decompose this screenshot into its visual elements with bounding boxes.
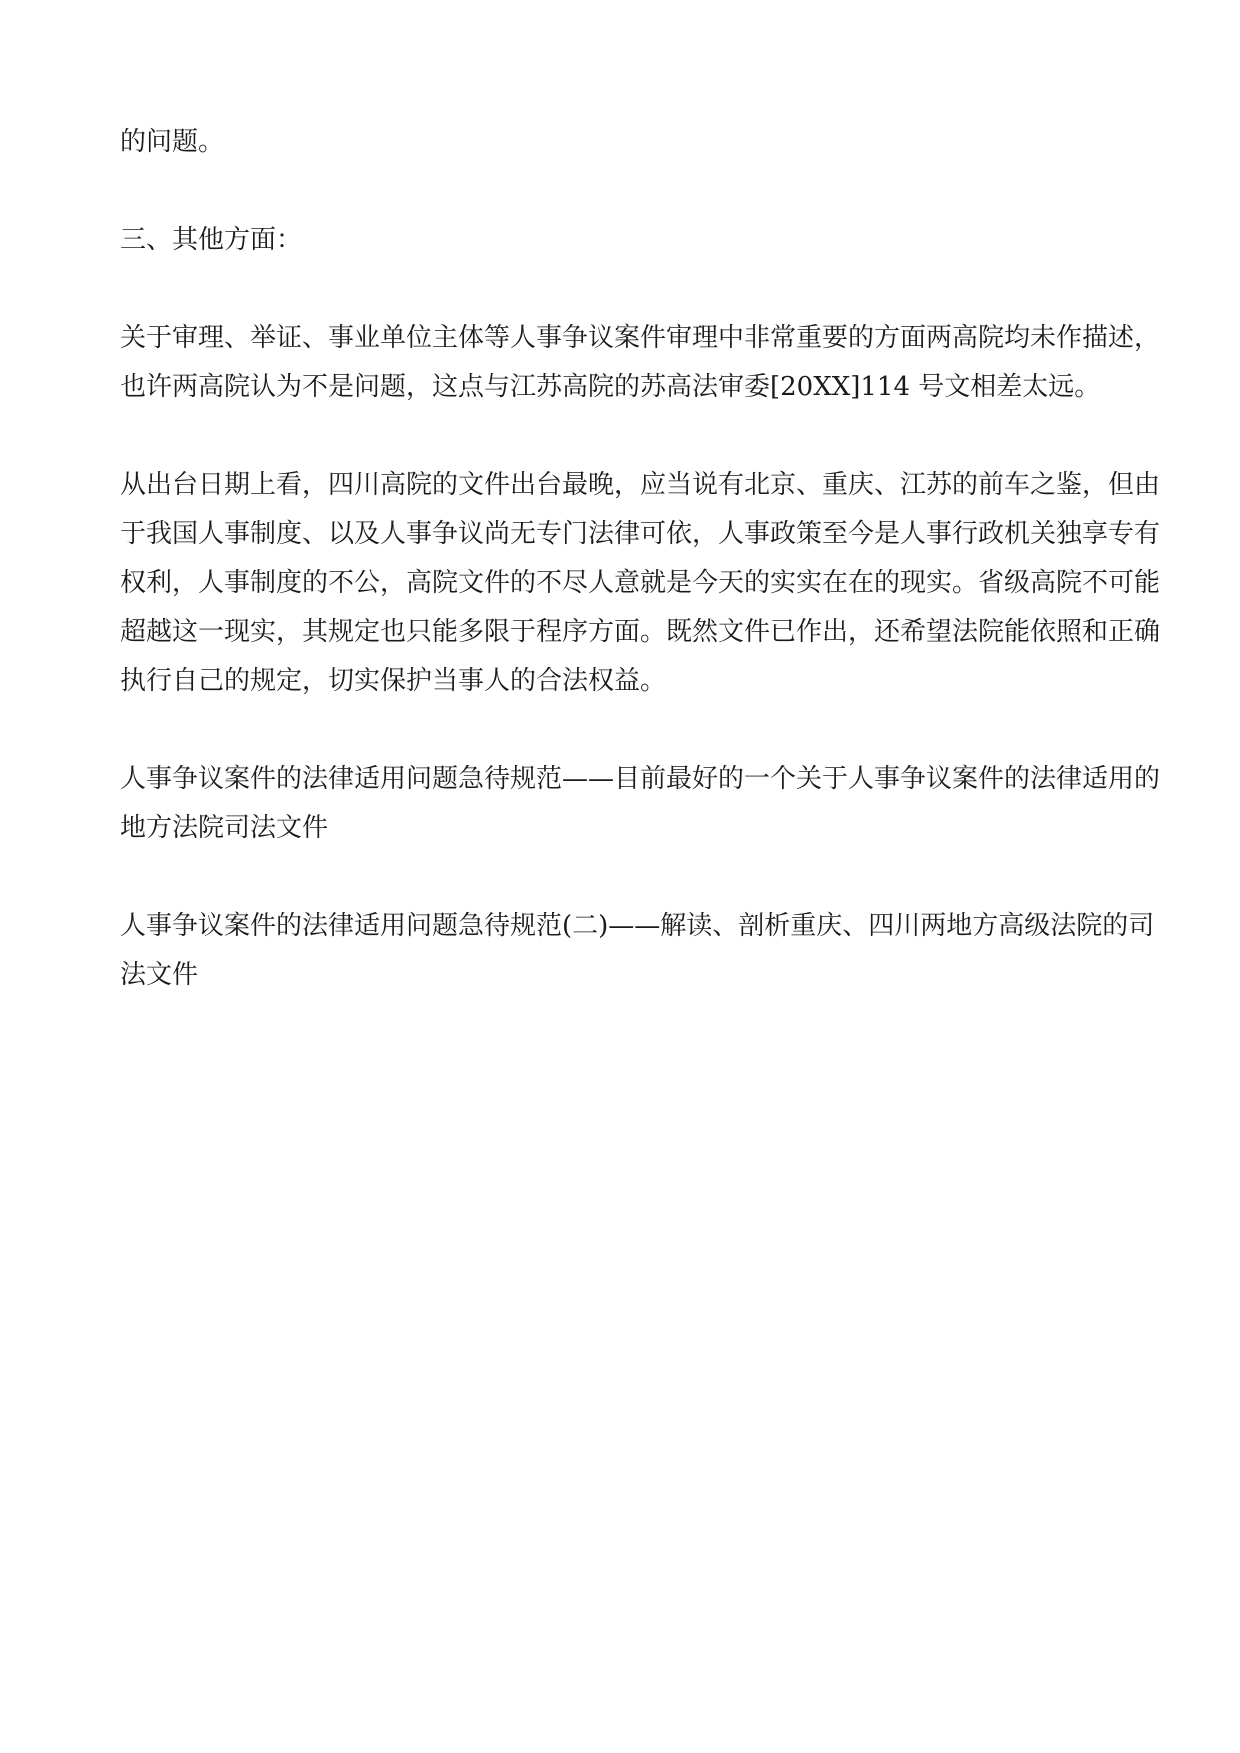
text-line: 权利，人事制度的不公，高院文件的不尽人意就是今天的实实在在的现实。省级高院不可能 xyxy=(120,568,1161,598)
paragraph-sichuan-court xyxy=(120,461,1161,706)
related-article-1 xyxy=(120,755,1161,853)
text-line: 人事争议案件的法律适用问题急待规范——目前最好的一个关于人事争议案件的法律适用的 xyxy=(120,764,1161,794)
text-line: 关于审理、举证、事业单位主体等人事争议案件审理中非常重要的方面两高院均未作描述， xyxy=(120,323,1161,353)
text-line: 地方法院司法文件 xyxy=(120,813,329,843)
related-article-2 xyxy=(120,902,1155,1000)
text-line: 法文件 xyxy=(120,960,199,990)
text-line: 超越这一现实，其规定也只能多限于程序方面。既然文件已作出，还希望法院能依照和正确 xyxy=(120,617,1161,647)
document-body xyxy=(120,118,1161,1049)
text-line: 的问题。 xyxy=(120,127,225,157)
paragraph-continuation xyxy=(120,118,1130,167)
section-heading-other-aspects xyxy=(120,216,1130,265)
text-line: 也许两高院认为不是问题，这点与江苏高院的苏高法审委[20XX]114 号文相差太远。 xyxy=(120,372,1101,402)
text-line: 人事争议案件的法律适用问题急待规范(二)——解读、剖析重庆、四川两地方高级法院的司 xyxy=(120,911,1155,941)
text-line: 于我国人事制度、以及人事争议尚无专门法律可依，人事政策至今是人事行政机关独享专有 xyxy=(120,519,1161,549)
text-line: 从出台日期上看，四川高院的文件出台最晚，应当说有北京、重庆、江苏的前车之鉴，但由 xyxy=(120,470,1161,500)
text-line: 执行自己的规定，切实保护当事人的合法权益。 xyxy=(120,666,667,696)
text-line: 三、其他方面： xyxy=(120,225,303,255)
paragraph-trial-evidence xyxy=(120,314,1161,412)
